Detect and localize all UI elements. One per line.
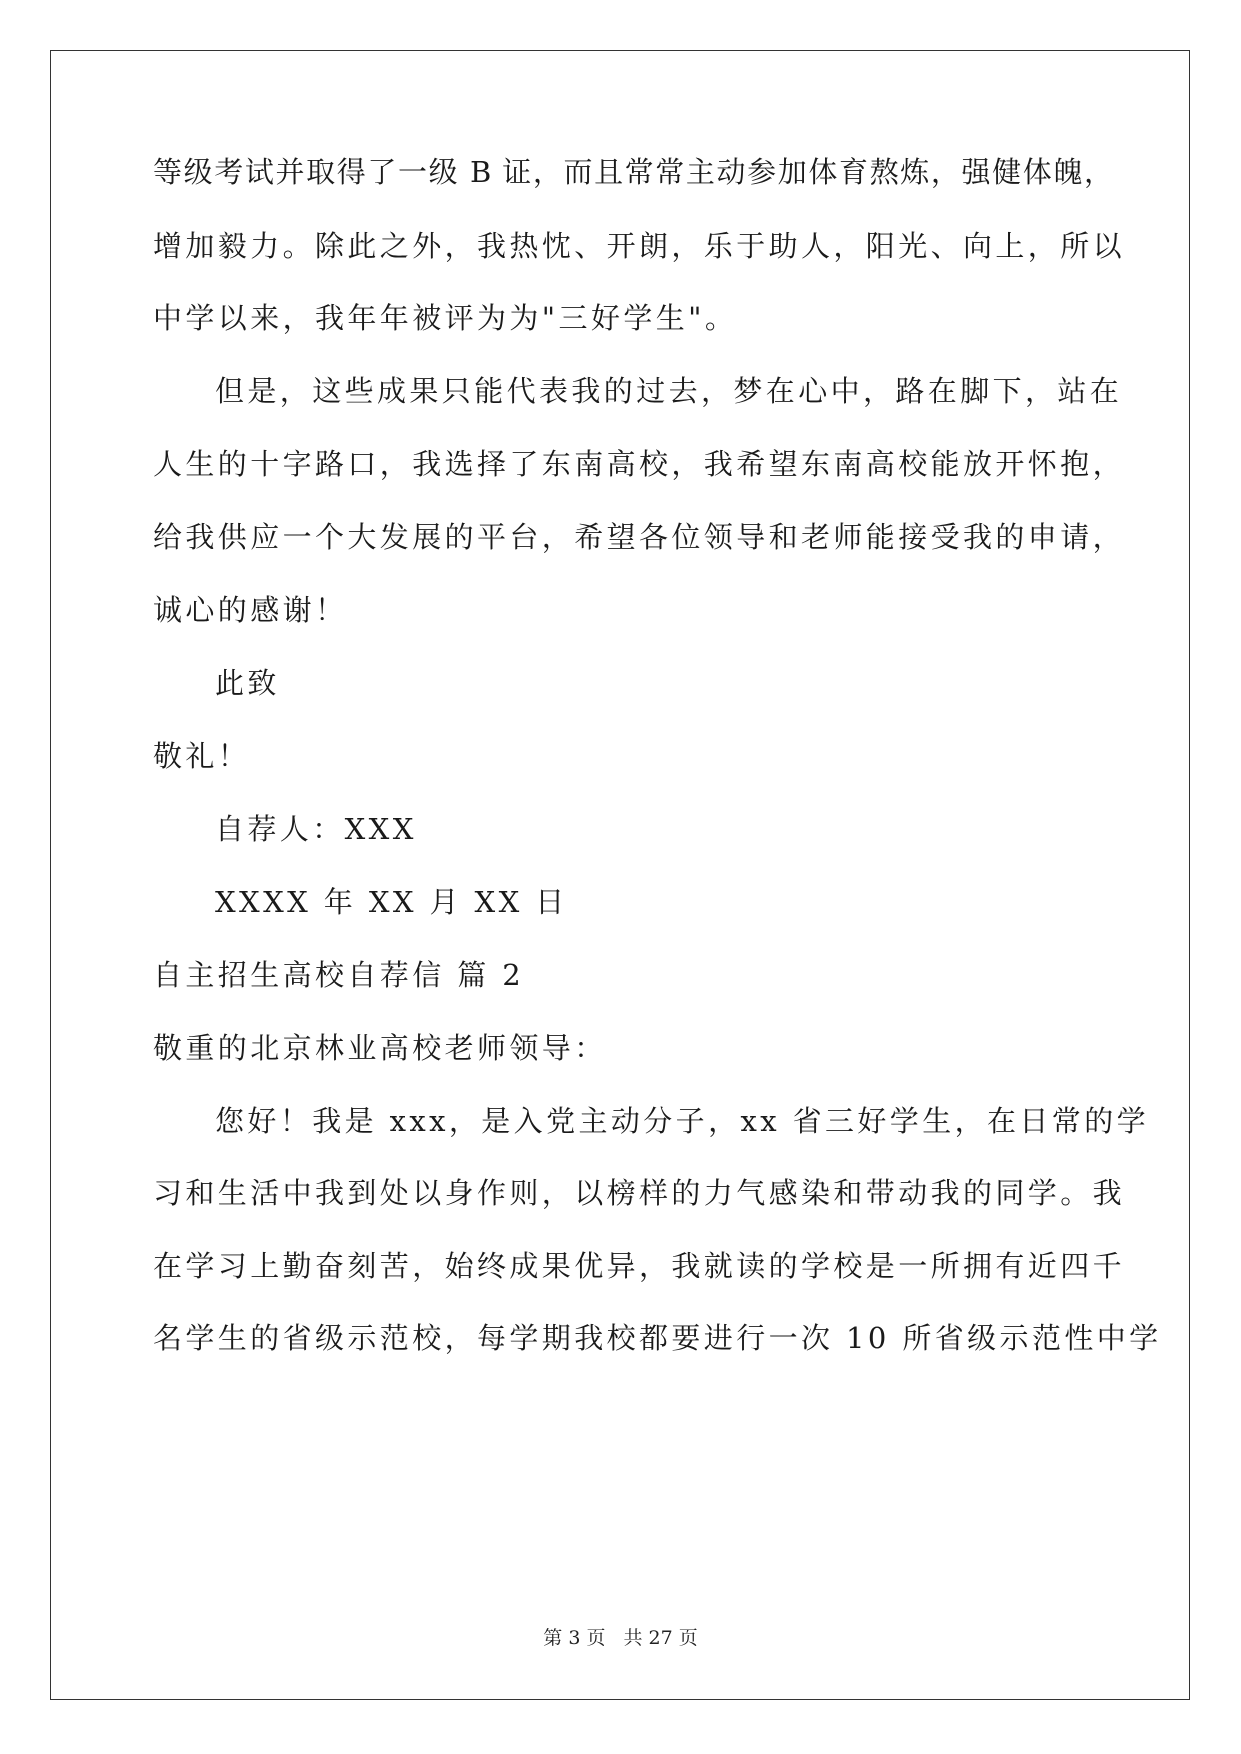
section-heading: 自主招生高校自荐信 篇 2 <box>153 958 525 992</box>
page-number-current: 第 3 页 <box>543 1627 606 1649</box>
text-line-6: 给我供应一个大发展的平台，希望各位领导和老师能接受我的申请， <box>153 520 1126 554</box>
text-line-14: 您好！我是 xxx，是入党主动分子，xx 省三好学生，在日常的学 <box>215 1104 1150 1138</box>
text-line-17: 名学生的省级示范校，每学期我校都要进行一次 10 所省级示范性中学 <box>153 1321 1162 1355</box>
text-line-15: 习和生活中我到处以身作则，以榜样的力气感染和带动我的同学。我 <box>153 1176 1126 1210</box>
page-number-total: 共 27 页 <box>623 1627 698 1649</box>
closing-regards: 敬礼！ <box>153 739 251 773</box>
greeting-line: 敬重的北京林业高校老师领导： <box>153 1031 607 1065</box>
text-line-3: 中学以来，我年年被评为为"三好学生"。 <box>153 301 738 335</box>
text-line-1: 等级考试并取得了一级 B 证，而且常常主动参加体育熬炼，强健体魄， <box>153 155 1113 189</box>
text-line-2: 增加毅力。除此之外，我热忱、开朗，乐于助人，阳光、向上，所以 <box>153 229 1126 263</box>
text-line-5: 人生的十字路口，我选择了东南高校，我希望东南高校能放开怀抱， <box>153 447 1126 481</box>
text-line-4: 但是，这些成果只能代表我的过去，梦在心中，路在脚下，站在 <box>215 374 1123 408</box>
text-line-16: 在学习上勤奋刻苦，始终成果优异，我就读的学校是一所拥有近四千 <box>153 1249 1126 1283</box>
signature-line: 自荐人：XXX <box>215 812 417 846</box>
closing-salutation: 此致 <box>215 666 280 700</box>
date-line: XXXX 年 XX 月 XX 日 <box>215 885 568 919</box>
text-line-7: 诚心的感谢！ <box>153 593 348 627</box>
page-footer <box>0 1626 1241 1650</box>
